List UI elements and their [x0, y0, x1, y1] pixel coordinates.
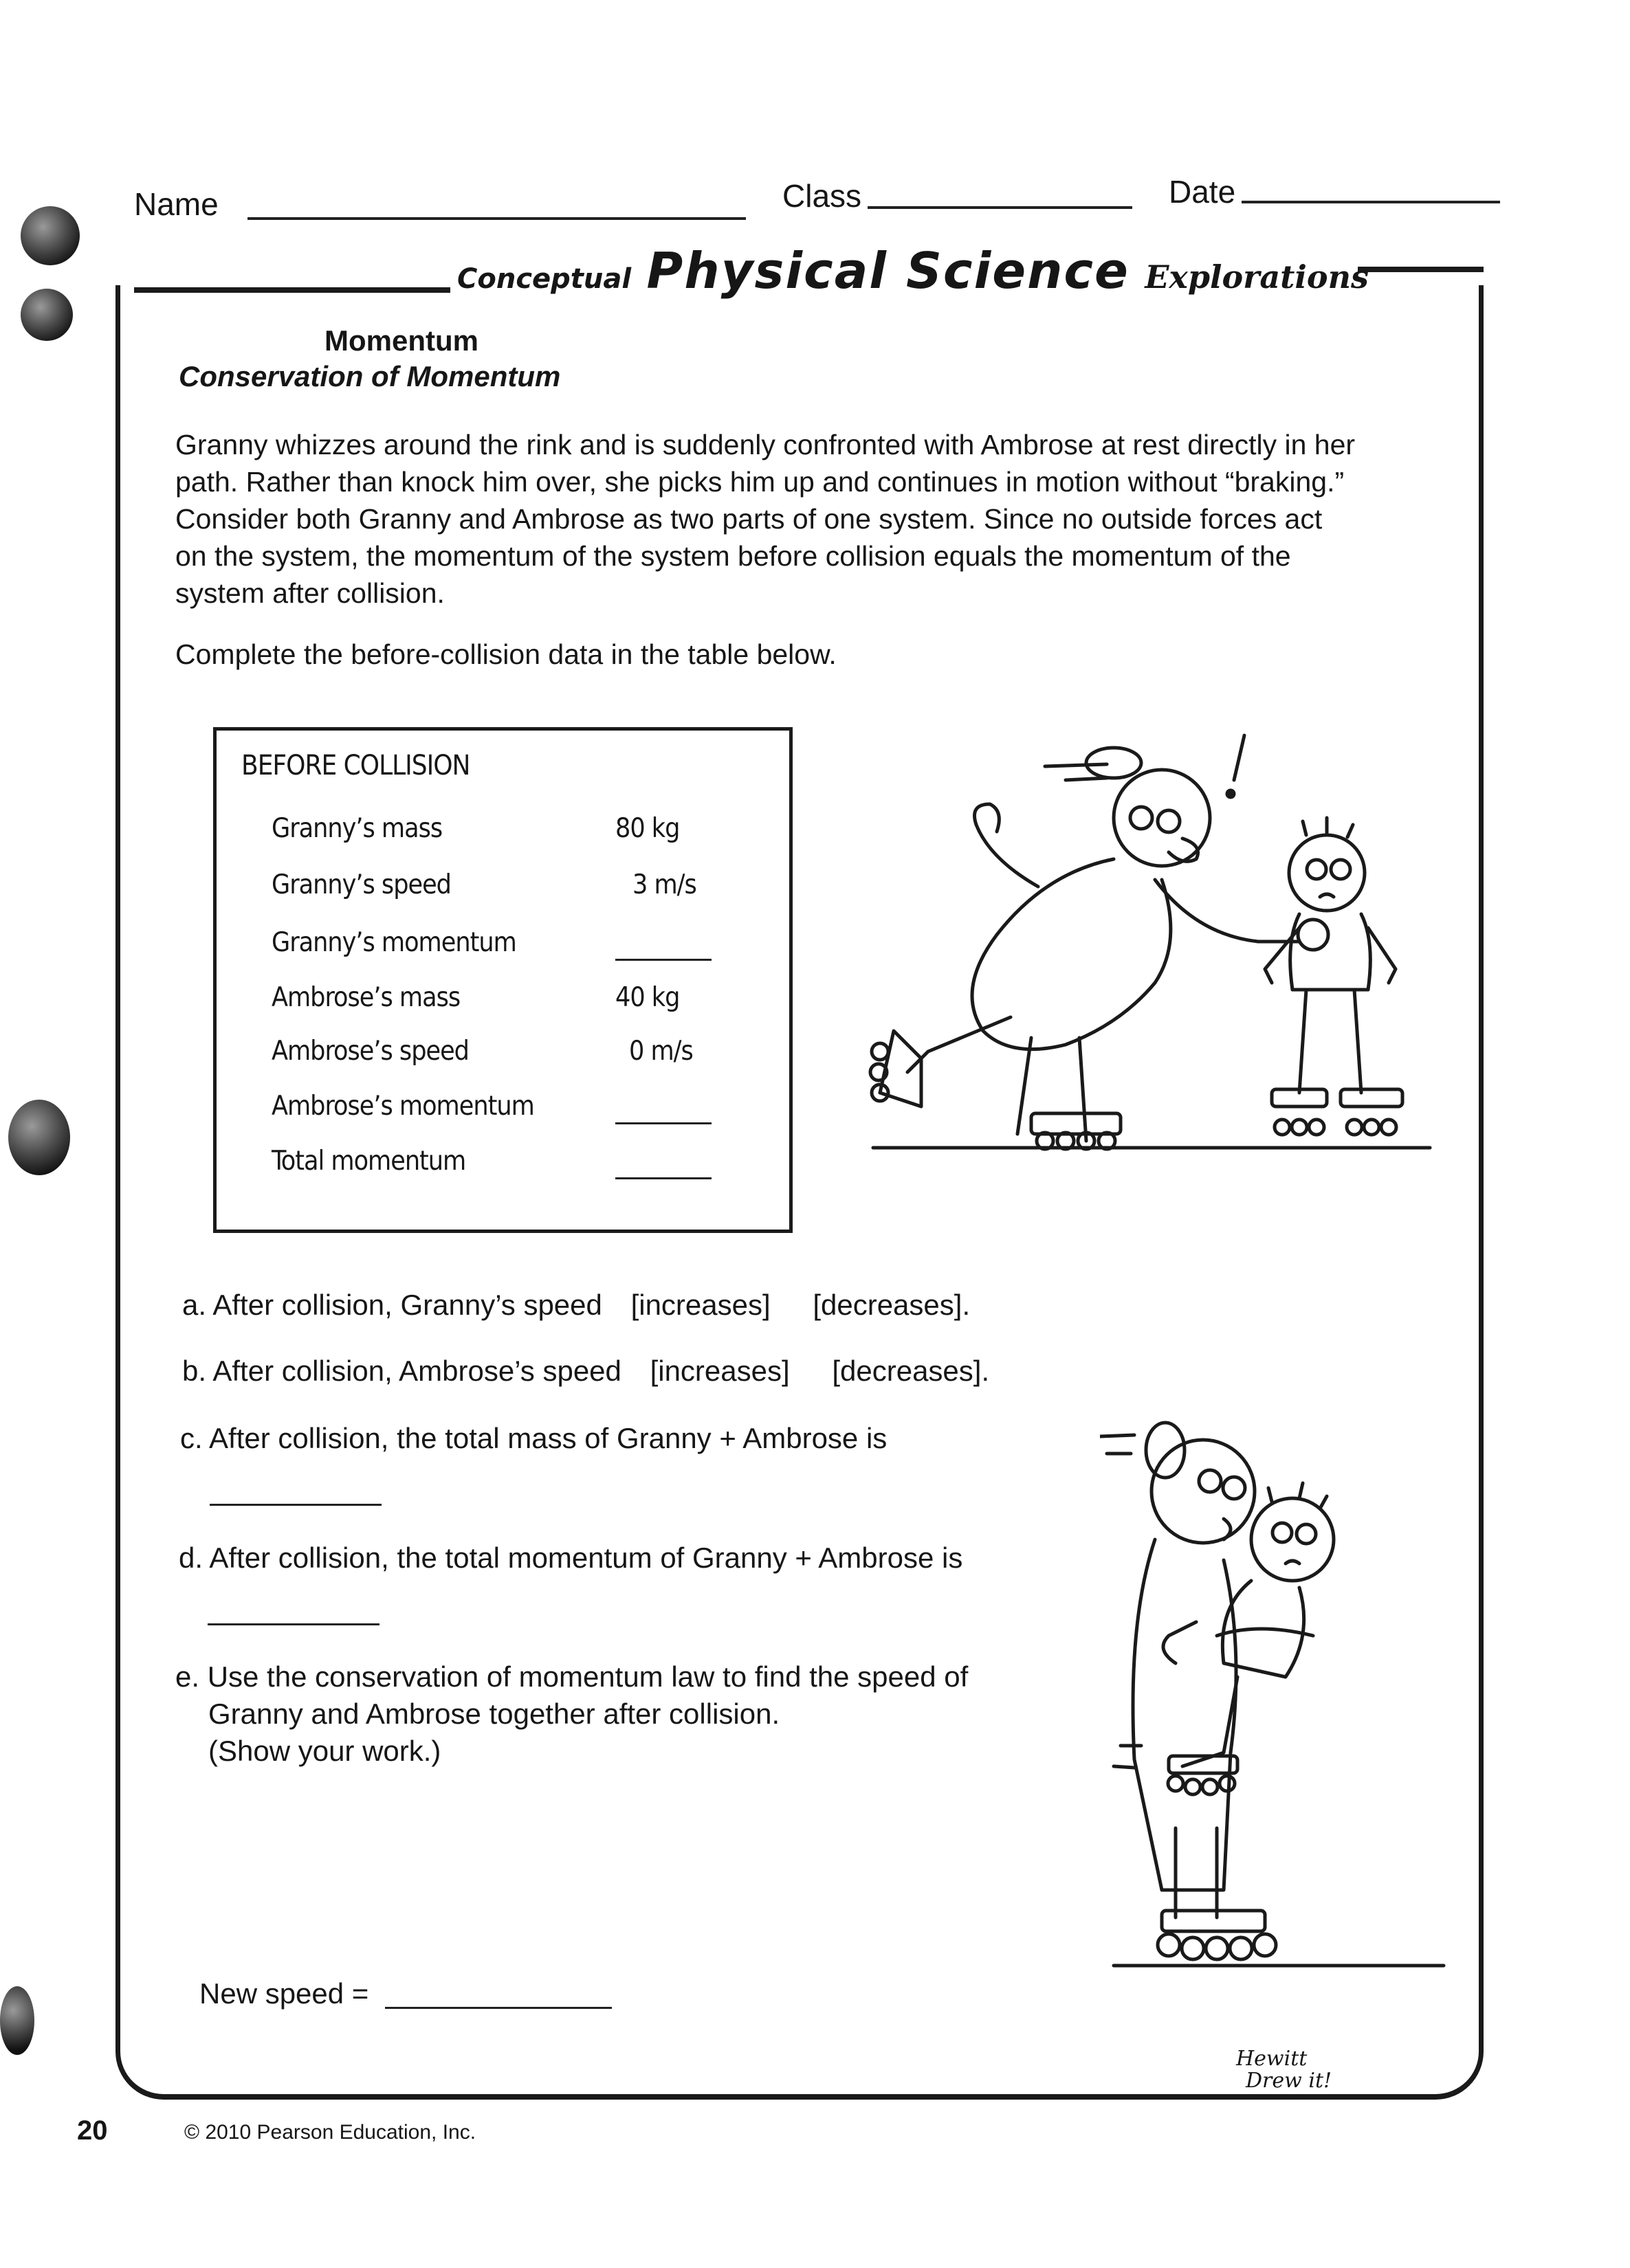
total-momentum-blank[interactable] [615, 1177, 712, 1179]
question-b-text: b. After collision, Ambrose’s speed [182, 1355, 621, 1387]
row-label: Total momentum [272, 1146, 466, 1177]
banner-script: Explorations [1145, 258, 1369, 296]
before-collision-table [213, 727, 793, 1233]
frame-top-right-rule [1358, 267, 1484, 272]
question-e-line: e. Use the conservation of momentum law to find the speed of [175, 1660, 969, 1693]
new-speed-blank[interactable] [385, 2007, 612, 2009]
question-b-option-increases[interactable]: [increases] [650, 1355, 790, 1387]
row-value: 80 kg [615, 813, 680, 844]
question-c-blank[interactable] [210, 1504, 382, 1506]
question-a [182, 1287, 970, 1324]
question-d-blank[interactable] [208, 1623, 379, 1625]
granny-skating-illustration [859, 715, 1451, 1168]
binder-hole-2 [21, 289, 73, 341]
copyright: © 2010 Pearson Education, Inc. [184, 2121, 476, 2144]
new-speed-label: New speed = [199, 1977, 369, 2010]
intro-line: system after collision. [175, 577, 445, 609]
binder-hole-4 [0, 1986, 34, 2055]
row-label: Ambrose’s mass [272, 982, 461, 1013]
question-a-option-decreases[interactable]: [decreases]. [813, 1289, 971, 1321]
binder-hole-1 [21, 206, 80, 265]
table-row [272, 813, 753, 854]
banner-title [457, 242, 1369, 300]
binder-hole-3 [8, 1100, 70, 1175]
intro-line: path. Rather than knock him over, she picks him up and continues in motion without “braking.” [175, 466, 1345, 498]
question-e-line: Granny and Ambrose together after collision. [208, 1698, 780, 1730]
name-field[interactable] [247, 217, 746, 220]
page-number: 20 [77, 2115, 108, 2146]
ambrose-momentum-blank[interactable] [615, 1122, 712, 1124]
table-row [272, 982, 753, 1023]
intro-line: Consider both Granny and Ambrose as two parts of one system. Since no outside forces act [175, 503, 1323, 535]
row-value: 3 m/s [632, 869, 696, 900]
question-b [182, 1353, 989, 1390]
granny-holding-ambrose-illustration [1100, 1416, 1457, 1979]
class-field[interactable] [868, 206, 1132, 209]
question-a-option-increases[interactable]: [increases] [630, 1289, 771, 1321]
table-row [272, 869, 753, 911]
intro-line: Granny whizzes around the rink and is suddenly confronted with Ambrose at rest directly in her [175, 429, 1356, 460]
question-d-text: d. After collision, the total momentum of Granny + Ambrose is [179, 1542, 963, 1574]
banner-small: Conceptual [457, 263, 632, 295]
class-label: Class [782, 178, 862, 214]
signature-line-1: Hewitt [1236, 2047, 1308, 2071]
question-e-line: (Show your work.) [208, 1735, 441, 1767]
intro-paragraph [175, 426, 1468, 612]
date-field[interactable] [1242, 201, 1500, 203]
granny-momentum-blank[interactable] [615, 959, 712, 961]
question-c-text: c. After collision, the total mass of Granny + Ambrose is [180, 1422, 888, 1454]
name-label: Name [134, 186, 219, 222]
row-label: Ambrose’s speed [272, 1036, 469, 1067]
banner-big: Physical Science [646, 242, 1130, 300]
signature-line-2: Drew it! [1246, 2069, 1332, 2093]
instruction: Complete the before-collision data in the table below. [175, 638, 837, 670]
row-value: 0 m/s [629, 1036, 693, 1067]
question-a-text: a. After collision, Granny’s speed [182, 1289, 602, 1321]
section-title: Momentum [324, 324, 478, 357]
table-row [272, 1091, 753, 1132]
row-label: Granny’s momentum [272, 927, 516, 958]
section-subtitle: Conservation of Momentum [179, 360, 561, 392]
row-label: Ambrose’s momentum [272, 1091, 534, 1122]
row-label: Granny’s speed [272, 869, 451, 900]
question-b-option-decreases[interactable]: [decreases]. [832, 1355, 990, 1387]
intro-line: on the system, the momentum of the system before collision equals the momentum of the [175, 540, 1291, 572]
table-row [272, 1146, 753, 1187]
artist-signature [1232, 2048, 1336, 2092]
question-e [175, 1658, 968, 1770]
table-heading: BEFORE COLLISION [241, 750, 470, 781]
table-row [272, 1036, 753, 1077]
table-row [272, 927, 753, 968]
row-value: 40 kg [615, 982, 680, 1013]
date-label: Date [1169, 174, 1236, 210]
row-label: Granny’s mass [272, 813, 443, 844]
